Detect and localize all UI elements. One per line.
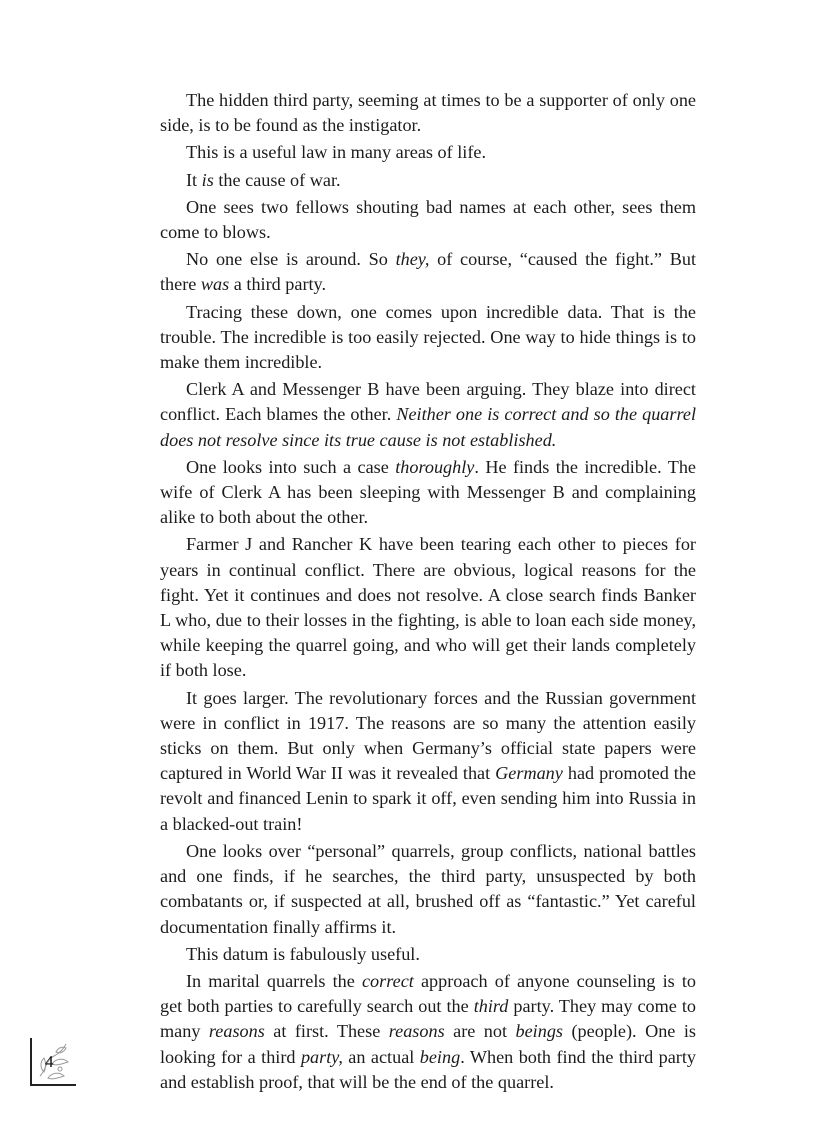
text-run: of course, “caused the fight.” But there [160,249,696,295]
text-run: approach of anyone counseling is to get both parties to carefully search out the [160,970,696,1017]
paragraph [160,195,696,245]
italic-text: correct [361,970,414,991]
text-run: an actual [342,1046,420,1067]
paragraph [160,168,696,193]
italic-text: being [419,1046,461,1067]
text-run: One looks over “personal” quarrels, group conflicts, national battles and one finds, if he searches, the third party, unsuspected by both combatants or, if suspected at all, brushed off as “fantastic.” Yet careful documentation finally affirms it. [160,840,696,937]
italic-text: is [201,169,214,190]
paragraph [160,969,696,1095]
folio-rule-vertical [30,1038,32,1086]
italic-text: they, [395,249,430,270]
paragraph [160,88,696,138]
paragraph [160,247,696,297]
text-run: This is a useful law in many areas of life. [186,142,487,163]
text-run: No one else is around. So [186,249,396,270]
text-run: . When both find the third party and establish proof, that will be the end of the quarrel. [160,1046,696,1092]
paragraph [160,532,696,683]
italic-text: thoroughly [395,456,475,477]
text-run: One sees two fellows shouting bad names at each other, sees them come to blows. [160,196,696,243]
text-run: In marital quarrels the [186,970,362,991]
italic-text: beings [515,1021,563,1042]
paragraph [160,942,696,967]
italic-text: was [200,274,230,295]
paragraph [160,377,696,453]
italic-text: third [473,996,509,1017]
text-run: Farmer J and Rancher K have been tearing each other to pieces for years in continual conflict. There are obvious, logical reasons for the fight. Yet it continues and does not resolve. A close search finds Banker L who, due to their losses in the fighting, is able to loan each side money, while keeping the quarrel going, and who will get their lands completely if both lose. [160,534,696,681]
italic-text: reasons [208,1021,265,1042]
text-run: It [186,169,202,190]
paragraph [160,686,696,837]
body-text [160,88,696,1097]
italic-text: party, [300,1046,343,1067]
folio-rule-horizontal [30,1084,76,1086]
text-run: had promoted the revolt and financed Lenin to spark it off, even sending him into Russia in a blacked-out train! [160,763,696,834]
text-run: a third party. [229,274,327,295]
text-run: (people). One is looking for a third [160,1021,696,1067]
text-run: The hidden third party, seeming at times to be a supporter of only one side, is to be found as the instigator. [160,90,696,136]
text-run: at first. These [264,1021,389,1042]
italic-text: Germany [495,763,563,784]
paragraph [160,300,696,376]
text-run: This datum is fabulously useful. [186,943,420,964]
text-run: It goes larger. The revolutionary forces and the Russian government were in conflict in 1917. The reasons are so many the attention easily sticks on them. But only when Germany’s official state papers were captured in World War II was it revealed that [160,687,696,784]
page-folio [30,1038,76,1088]
text-run: Tracing these down, one comes upon incredible data. That is the trouble. The incredible is too easily rejected. One way to hide things is to make them incredible. [160,301,696,373]
italic-text: Neither one is correct and so the quarrel does not resolve since its true cause is not established. [160,404,696,450]
text-run: the cause of war. [213,169,341,190]
text-run: One looks into such a case [186,456,396,477]
floral-ornament-icon [36,1042,72,1082]
paragraph [160,455,696,531]
text-run: . He finds the incredible. The wife of Clerk A has been sleeping with Messenger B and complaining alike to both about the other. [160,456,696,528]
text-run: party. They may come to many [160,996,696,1042]
text-run: are not [444,1021,516,1042]
italic-text: reasons [388,1021,445,1042]
paragraph [160,140,696,165]
page-number: 4 [45,1052,54,1071]
paragraph [160,839,696,940]
text-run: Clerk A and Messenger B have been arguing. They blaze into direct conflict. Each blames the other. [160,379,696,425]
